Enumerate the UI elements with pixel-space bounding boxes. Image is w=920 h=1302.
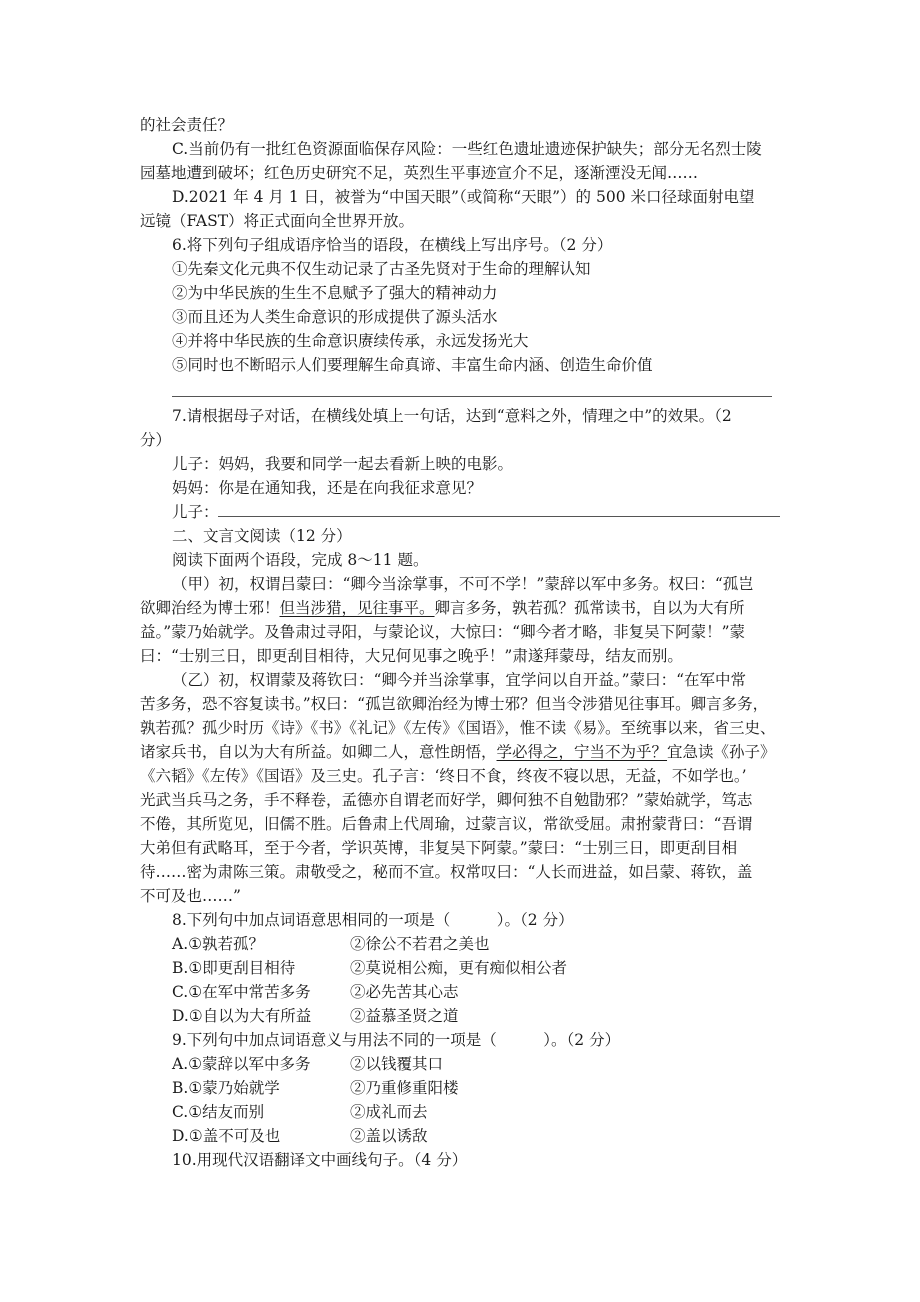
question-9: 9.下列句中加点词语意义与用法不同的一项是（ ）。（2 分） — [172, 1031, 621, 1049]
text-line: 的社会责任？ — [140, 116, 234, 134]
reading-instruction: 阅读下面两个语段，完成 8～11 题。 — [172, 551, 429, 569]
passage-a-line: 欲卿治经为博士邪！但当涉猎，见往事平。卿言多务，孰若孤？孤常读书，自以为大有所 — [140, 599, 745, 617]
passage-b-line: 待……密为肃陈三策。肃敬受之，秘而不宣。权常叹曰：“人长而进益，如吕蒙、蒋钦，盖 — [140, 863, 753, 881]
answer-line-q6[interactable] — [172, 396, 772, 397]
passage-b-line: 《六韬》《左传》《国语》及三史。孔子言：‘终日不食，终夜不寝以思，无益，不如学也。’ — [140, 767, 747, 785]
sentence-2: ②为中华民族的生生不息赋予了强大的精神动力 — [172, 284, 498, 302]
q8-option-d: D.①自以为大有所益 ②益慕圣贤之道 — [172, 1007, 459, 1025]
q9-option-d: D.①盖不可及也 ②盖以诱敌 — [172, 1127, 428, 1145]
passage-b-line: 孰若孤？孤少时历《诗》《书》《礼记》《左传》《国语》，惟不读《易》。至统事以来，省三史、 — [140, 719, 776, 737]
sentence-5: ⑤同时也不断昭示人们要理解生命真谛、丰富生命内涵、创造生命价值 — [172, 356, 653, 374]
q9-option-b: B.①蒙乃始就学 ②乃重修重阳楼 — [172, 1079, 459, 1097]
passage-b-line: 大弟但有武略耳，至于今者，学识英博，非复吴下阿蒙。”蒙曰：“士别三日，即更刮目相 — [140, 839, 738, 857]
question-7: 7.请根据母子对话，在横线处填上一句话，达到“意料之外，情理之中”的效果。（2 — [172, 407, 732, 425]
sentence-1: ①先秦文化元典不仅生动记录了古圣先贤对于生命的理解认知 — [172, 260, 591, 278]
q8-option-a: A.①孰若孤？ ②徐公不若君之美也 — [172, 935, 490, 953]
sentence-3: ③而且还为人类生命意识的形成提供了源头活水 — [172, 308, 498, 326]
option-c-line: C.当前仍有一批红色资源面临保存风险：一些红色遗址遗迹保护缺失；部分无名烈士陵 — [172, 140, 762, 158]
passage-a-line: （甲）初，权谓吕蒙曰：“卿今当涂掌事，不可不学！”蒙辞以军中多务。权曰：“孤岂 — [172, 575, 754, 593]
text-line: 分） — [140, 431, 172, 449]
text-line: 远镜（FAST）将正式面向全世界开放。 — [140, 212, 415, 230]
passage-b-line: 苦多务，恐不容复读书。”权曰：“孤岂欲卿治经为博士邪？但当令涉猎见往事耳。卿言多务， — [140, 695, 769, 713]
q9-option-c: C.①结友而别 ②成礼而去 — [172, 1103, 428, 1121]
dialogue-son: 儿子：妈妈，我要和同学一起去看新上映的电影。 — [172, 455, 514, 473]
passage-b-line: 光武当兵马之务，手不释卷，孟德亦自谓老而好学，卿何独不自勉勖邪？”蒙始就学，笃志 — [140, 791, 753, 809]
q9-option-a: A.①蒙辞以军中多务 ②以钱覆其口 — [172, 1055, 444, 1073]
passage-a-line: 曰：“士别三日，即更刮目相待，大兄何见事之晚乎！”肃遂拜蒙母，结友而别。 — [140, 647, 683, 665]
passage-a-line: 益。”蒙乃始就学。及鲁肃过寻阳，与蒙论议，大惊曰：“卿今者才略，非复吴下阿蒙！”蒙 — [140, 623, 746, 641]
dialogue-son-answer: 儿子： — [172, 503, 219, 521]
passage-b-line: 不可及也……” — [140, 887, 241, 905]
underlined-sentence-1: 但当涉猎，见往事平。 — [279, 599, 435, 617]
dialogue-mom: 妈妈：你是在通知我，还是在向我征求意见？ — [172, 479, 483, 497]
underlined-sentence-2: 学必得之，宁当不为乎？ — [496, 743, 668, 761]
passage-b-line: 诸家兵书，自以为大有所益。如卿二人，意性朗悟，学必得之，宁当不为乎？宜急读《孙子》 — [140, 743, 776, 761]
question-8: 8.下列句中加点词语意思相同的一项是（ ）。（2 分） — [172, 911, 574, 929]
text-line: 园墓地遭到破坏；红色历史研究不足，英烈生平事迹宣介不足，逐渐湮没无闻…… — [140, 164, 699, 182]
sentence-4: ④并将中华民族的生命意识赓续传承，永远发扬光大 — [172, 332, 529, 350]
option-d-line: D.2021 年 4 月 1 日，被誉为“中国天眼”（或简称“天眼”）的 500 米口径球面射电望 — [172, 188, 755, 206]
answer-line-q7[interactable] — [218, 516, 780, 517]
passage-b-line: 不倦，其所览见，旧儒不胜。后鲁肃上代周瑜，过蒙言议，常欲受屈。肃拊蒙背曰：“吾谓 — [140, 815, 753, 833]
question-6: 6.将下列句子组成语序恰当的语段，在横线上写出序号。（2 分） — [172, 236, 613, 254]
section-heading: 二、文言文阅读（12 分） — [172, 527, 352, 545]
q8-option-b: B.①即更刮目相待 ②莫说相公痴，更有痴似相公者 — [172, 959, 568, 977]
q8-option-c: C.①在军中常苦多务 ②必先苦其心志 — [172, 983, 459, 1001]
question-10: 10.用现代汉语翻译文中画线句子。（4 分） — [172, 1151, 468, 1169]
passage-b-line: （乙）初，权谓蒙及蒋钦曰：“卿今并当涂掌事，宜学问以自开益。”蒙曰：“在军中常 — [172, 671, 747, 689]
